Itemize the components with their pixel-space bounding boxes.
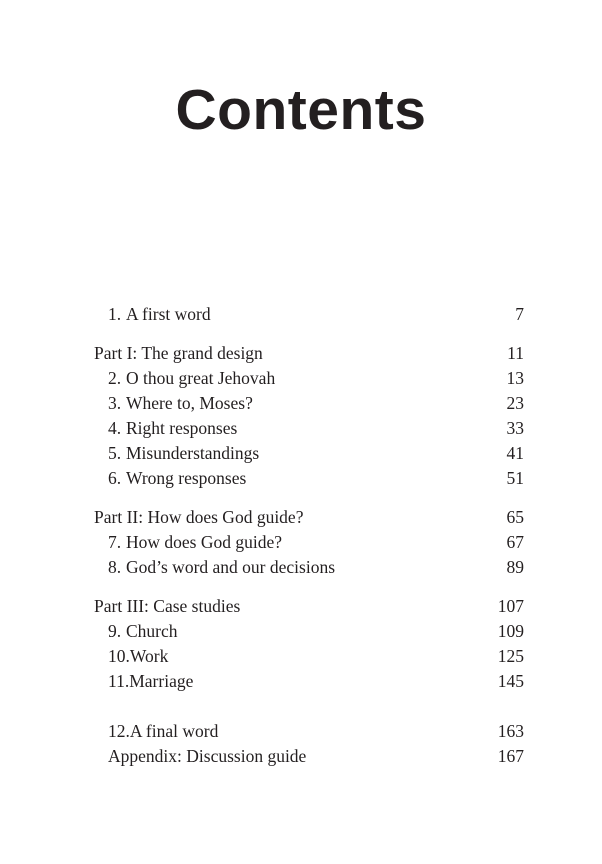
chapter-title: God’s word and our decisions xyxy=(126,557,336,577)
section-gap xyxy=(94,327,524,341)
page-number: 13 xyxy=(506,368,524,388)
toc-entry[interactable] xyxy=(94,416,524,441)
chapter-title: How does God guide? xyxy=(126,532,283,552)
chapter-title: Church xyxy=(126,621,178,641)
chapter-number: 11. xyxy=(108,671,130,691)
chapter-title: Marriage xyxy=(129,671,194,691)
toc-entry-label xyxy=(94,302,211,327)
toc-entry-label xyxy=(94,391,253,416)
chapter-number: 4. xyxy=(108,418,122,438)
page-number: 109 xyxy=(497,621,524,641)
toc-entry-label xyxy=(94,466,246,491)
page-number: 7 xyxy=(515,304,524,324)
page-number: 89 xyxy=(506,557,524,577)
page-number: 163 xyxy=(497,721,524,741)
toc-entry-label xyxy=(94,416,237,441)
toc-entry[interactable] xyxy=(94,555,524,580)
chapter-title: Wrong responses xyxy=(126,468,247,488)
chapter-title: Misunderstandings xyxy=(126,443,260,463)
chapter-number: 5. xyxy=(108,443,122,463)
chapter-number: 10. xyxy=(108,646,130,666)
toc-part-entry[interactable] xyxy=(94,594,524,619)
toc-entry[interactable] xyxy=(94,644,524,669)
toc-entry-label xyxy=(94,619,178,644)
toc-entry-label xyxy=(94,441,259,466)
toc-entry-label xyxy=(94,744,306,769)
toc-entry[interactable] xyxy=(94,669,524,694)
chapter-title: A final word xyxy=(129,721,219,741)
chapter-title: O thou great Jehovah xyxy=(126,368,276,388)
toc-part-entry[interactable] xyxy=(94,341,524,366)
page-number: 67 xyxy=(506,532,524,552)
toc-entry[interactable] xyxy=(94,530,524,555)
toc-part-entry[interactable] xyxy=(94,505,524,530)
chapter-title: Work xyxy=(129,646,169,666)
section-gap xyxy=(94,580,524,594)
page-number: 51 xyxy=(506,468,524,488)
chapter-number: 7. xyxy=(108,532,122,552)
page-number: 33 xyxy=(506,418,524,438)
chapter-number: 1. xyxy=(108,304,122,324)
toc-entry-label xyxy=(94,555,335,580)
chapter-number: 9. xyxy=(108,621,122,641)
toc-entry[interactable] xyxy=(94,619,524,644)
toc-entry-label xyxy=(94,530,282,555)
part-title: Part I: The grand design xyxy=(94,343,263,363)
chapter-number: 2. xyxy=(108,368,122,388)
section-gap xyxy=(94,694,524,719)
toc-entry-label xyxy=(94,669,193,694)
chapter-number: 6. xyxy=(108,468,122,488)
toc-entry-label xyxy=(94,719,218,744)
page-number: 107 xyxy=(497,596,524,616)
page-number: 11 xyxy=(507,343,524,363)
part-title: Part III: Case studies xyxy=(94,596,241,616)
page-number: 65 xyxy=(506,507,524,527)
toc-entry[interactable] xyxy=(94,719,524,744)
page-number: 23 xyxy=(506,393,524,413)
toc-entry[interactable] xyxy=(94,466,524,491)
chapter-title: Where to, Moses? xyxy=(126,393,253,413)
chapter-number: 8. xyxy=(108,557,122,577)
section-gap xyxy=(94,491,524,505)
page-title: Contents xyxy=(175,78,427,142)
toc-entry[interactable] xyxy=(94,441,524,466)
chapter-title: A first word xyxy=(126,304,211,324)
chapter-title: Appendix: Discussion guide xyxy=(108,746,307,766)
toc-entry-label xyxy=(94,644,168,669)
chapter-number: 12. xyxy=(108,721,130,741)
toc-entry[interactable] xyxy=(94,744,524,769)
page-number: 145 xyxy=(497,671,524,691)
toc-entry[interactable] xyxy=(94,302,524,327)
toc-entry[interactable] xyxy=(94,391,524,416)
page-number: 125 xyxy=(497,646,524,666)
page-number: 41 xyxy=(506,443,524,463)
chapter-number: 3. xyxy=(108,393,122,413)
table-of-contents xyxy=(94,302,524,769)
chapter-title: Right responses xyxy=(126,418,238,438)
part-title: Part II: How does God guide? xyxy=(94,507,304,527)
page-number: 167 xyxy=(497,746,524,766)
toc-entry[interactable] xyxy=(94,366,524,391)
toc-entry-label xyxy=(94,366,275,391)
